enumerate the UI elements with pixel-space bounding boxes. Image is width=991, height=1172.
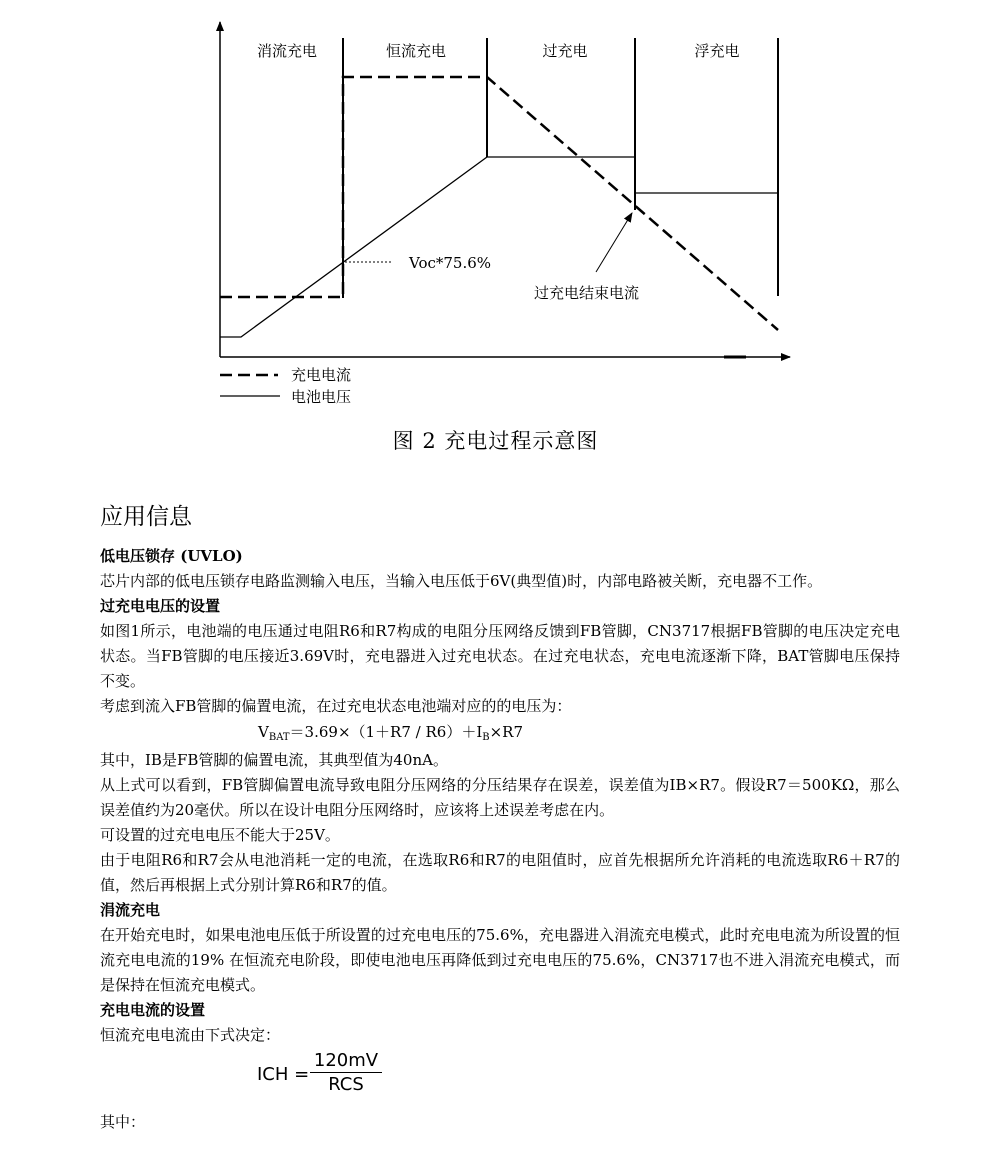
- formula-i-sub: B: [482, 732, 490, 743]
- ich-numerator: 120mV: [310, 1050, 382, 1073]
- heading-trickle-charge: 涓流充电: [100, 901, 161, 919]
- region-label-trickle: 消流充电: [256, 42, 318, 60]
- legend-dashed-label: 充电电流: [291, 366, 352, 384]
- paragraph-error: 从上式可以看到，FB管脚偏置电流导致电阻分压网络的分压结果存在误差，误差值为IB×R7。假设R7＝500KΩ，那么误差值约为20毫伏。所以在设计电阻分压网络时，应该将上述误差考虑在内。: [100, 776, 900, 819]
- paragraph-ib-definition: 其中，IB是FB管脚的偏置电流，其典型值为40nA。: [100, 751, 448, 769]
- charging-current-curve: [220, 77, 778, 330]
- legend-solid-label: 电池电压: [291, 388, 352, 406]
- section-title: 应用信息: [100, 504, 192, 530]
- region-label-overcharge: 过充电: [542, 42, 588, 60]
- heading-overcharge-voltage: 过充电电压的设置: [100, 597, 221, 615]
- region-label-float: 浮充电: [694, 42, 740, 60]
- formula-part2: ×R7: [489, 723, 524, 741]
- formula-part1: ＝3.69×（1＋R7 / R6）＋I: [289, 723, 483, 741]
- voc-annotation: Voc*75.6%: [409, 254, 492, 272]
- charging-process-diagram: [0, 0, 991, 420]
- paragraph-charge-current: 恒流充电电流由下式决定：: [100, 1026, 281, 1044]
- paragraph-where: 其中：: [100, 1113, 146, 1131]
- heading-uvlo: 低电压锁存 (UVLO): [100, 547, 243, 565]
- ich-denominator: RCS: [328, 1074, 364, 1095]
- battery-voltage-curve: [220, 157, 778, 337]
- ich-formula: [100, 1050, 900, 1106]
- paragraph-max-voltage: 可设置的过充电电压不能大于25V。: [100, 826, 340, 844]
- paragraph-feedback: 如图1所示，电池端的电压通过电阻R6和R7构成的电阻分压网络反馈到FB管脚，CN3717根据FB管脚的电压决定充电状态。当FB管脚的电压接近3.69V时，充电器进入过充电状态。在过充电状态，充电电流逐渐下降，BAT管脚电压保持不变。: [100, 622, 900, 690]
- paragraph-trickle-charge: 在开始充电时，如果电池电压低于所设置的过充电电压的75.6%，充电器进入涓流充电模式，此时充电电流为所设置的恒流充电电流的19% 在恒流充电阶段，即使电池电压再降低到过充电电压的75.6%，CN3717也不进入涓流充电模式，而是保持在恒流充电模式。: [100, 926, 900, 994]
- end-current-annotation: 过充电结束电流: [534, 284, 640, 302]
- vbat-formula: [100, 719, 900, 748]
- paragraph-uvlo: 芯片内部的低电压锁存电路监测输入电压，当输入电压低于6V(典型值)时，内部电路被关断，充电器不工作。: [100, 572, 823, 590]
- formula-v: V: [258, 723, 269, 741]
- figure-caption: 图 2 充电过程示意图: [392, 429, 599, 453]
- ich-fraction: [310, 1050, 382, 1095]
- paragraph-bias-current: 考虑到流入FB管脚的偏置电流，在过充电状态电池端对应的的电压为：: [100, 697, 572, 715]
- end-current-arrow: [596, 213, 632, 272]
- formula-v-sub: BAT: [268, 732, 290, 743]
- application-info-section: [100, 500, 900, 1135]
- ich-lhs: ICH =: [257, 1064, 310, 1085]
- paragraph-resistor-selection: 由于电阻R6和R7会从电池消耗一定的电流，在选取R6和R7的电阻值时，应首先根据所允许消耗的电流选取R6＋R7的值，然后再根据上式分别计算R6和R7的值。: [100, 851, 900, 894]
- region-label-cc: 恒流充电: [385, 42, 447, 60]
- heading-charge-current: 充电电流的设置: [100, 1001, 206, 1019]
